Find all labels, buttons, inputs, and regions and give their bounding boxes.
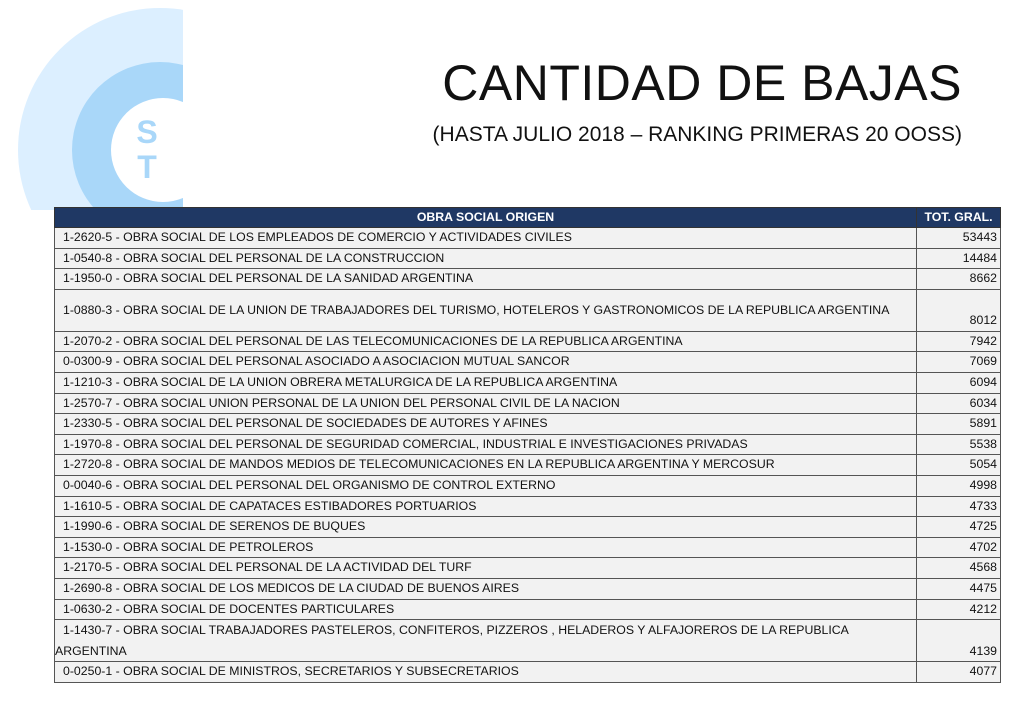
page-subtitle: (HASTA JULIO 2018 – RANKING PRIMERAS 20 OOSS)	[432, 123, 962, 146]
table-row	[55, 620, 1001, 662]
table-row	[55, 414, 1001, 435]
row-name: 1-2170-5 - OBRA SOCIAL DEL PERSONAL DE LA ACTIVIDAD DEL TURF	[55, 558, 917, 579]
row-total: 5054	[917, 455, 1001, 476]
row-total: 4725	[917, 517, 1001, 538]
row-name: 1-0540-8 - OBRA SOCIAL DEL PERSONAL DE LA CONSTRUCCION	[55, 248, 917, 269]
row-name: 1-2690-8 - OBRA SOCIAL DE LOS MEDICOS DE LA CIUDAD DE BUENOS AIRES	[55, 578, 917, 599]
row-total: 53443	[917, 228, 1001, 249]
row-name: 1-1950-0 - OBRA SOCIAL DEL PERSONAL DE LA SANIDAD ARGENTINA	[55, 269, 917, 290]
logo-letter-s: S	[136, 114, 158, 150]
row-name: 0-0300-9 - OBRA SOCIAL DEL PERSONAL ASOCIADO A ASOCIACION MUTUAL SANCOR	[55, 352, 917, 373]
row-name: 1-1990-6 - OBRA SOCIAL DE SERENOS DE BUQUES	[55, 517, 917, 538]
row-total: 14484	[917, 248, 1001, 269]
row-total: 5891	[917, 414, 1001, 435]
column-header-obra-social: OBRA SOCIAL ORIGEN	[55, 208, 917, 228]
ranking-table	[54, 207, 1001, 683]
row-total: 4475	[917, 578, 1001, 599]
table-row	[55, 599, 1001, 620]
row-total: 4139	[917, 620, 1001, 662]
table-row	[55, 578, 1001, 599]
table-row	[55, 662, 1001, 683]
table-row	[55, 289, 1001, 331]
row-total: 4733	[917, 496, 1001, 517]
table-row	[55, 496, 1001, 517]
row-total: 4212	[917, 599, 1001, 620]
row-name: 0-0040-6 - OBRA SOCIAL DEL PERSONAL DEL ORGANISMO DE CONTROL EXTERNO	[55, 475, 917, 496]
table-row	[55, 269, 1001, 290]
row-total: 6034	[917, 393, 1001, 414]
row-name: 1-0630-2 - OBRA SOCIAL DE DOCENTES PARTICULARES	[55, 599, 917, 620]
logo-letter-t: T	[137, 149, 157, 185]
row-total: 4077	[917, 662, 1001, 683]
table-header-row	[55, 208, 1001, 228]
row-name: 0-0250-1 - OBRA SOCIAL DE MINISTROS, SECRETARIOS Y SUBSECRETARIOS	[55, 662, 917, 683]
row-name: 1-1430-7 - OBRA SOCIAL TRABAJADORES PASTELEROS, CONFITEROS, PIZZEROS , HELADEROS Y ALFAJOREROS DE LA REPUBLICA ARGENTINA	[55, 620, 917, 662]
row-name: 1-0880-3 - OBRA SOCIAL DE LA UNION DE TRABAJADORES DEL TURISMO, HOTELEROS Y GASTRONOMICOS DE LA REPUBLICA ARGENTINA	[55, 289, 917, 331]
row-name: 1-2330-5 - OBRA SOCIAL DEL PERSONAL DE SOCIEDADES DE AUTORES Y AFINES	[55, 414, 917, 435]
row-total: 4568	[917, 558, 1001, 579]
row-total: 8662	[917, 269, 1001, 290]
table-row	[55, 352, 1001, 373]
row-name: 1-1610-5 - OBRA SOCIAL DE CAPATACES ESTIBADORES PORTUARIOS	[55, 496, 917, 517]
row-name: 1-2570-7 - OBRA SOCIAL UNION PERSONAL DE LA UNION DEL PERSONAL CIVIL DE LA NACION	[55, 393, 917, 414]
table-row	[55, 558, 1001, 579]
table-row	[55, 372, 1001, 393]
row-name: 1-1530-0 - OBRA SOCIAL DE PETROLEROS	[55, 537, 917, 558]
row-total: 4702	[917, 537, 1001, 558]
row-name: 1-1970-8 - OBRA SOCIAL DEL PERSONAL DE SEGURIDAD COMERCIAL, INDUSTRIAL E INVESTIGACIONES PRIVADAS	[55, 434, 917, 455]
page-title: CANTIDAD DE BAJAS	[442, 55, 962, 111]
table-row	[55, 434, 1001, 455]
row-total: 4998	[917, 475, 1001, 496]
row-name: 1-2070-2 - OBRA SOCIAL DEL PERSONAL DE LAS TELECOMUNICACIONES DE LA REPUBLICA ARGENTINA	[55, 331, 917, 352]
row-name: 1-2720-8 - OBRA SOCIAL DE MANDOS MEDIOS DE TELECOMUNICACIONES EN LA REPUBLICA ARGENTINA Y MERCOSUR	[55, 455, 917, 476]
row-total: 7069	[917, 352, 1001, 373]
column-header-total: TOT. GRAL.	[917, 208, 1001, 228]
table-row	[55, 331, 1001, 352]
row-total: 8012	[917, 289, 1001, 331]
row-total: 6094	[917, 372, 1001, 393]
table-row	[55, 393, 1001, 414]
row-name: 1-1210-3 - OBRA SOCIAL DE LA UNION OBRERA METALURGICA DE LA REPUBLICA ARGENTINA	[55, 372, 917, 393]
st-logo-icon	[0, 0, 200, 210]
table-row	[55, 517, 1001, 538]
table-row	[55, 228, 1001, 249]
table-row	[55, 537, 1001, 558]
table-row	[55, 475, 1001, 496]
row-total: 7942	[917, 331, 1001, 352]
table-row	[55, 248, 1001, 269]
table-row	[55, 455, 1001, 476]
row-name: 1-2620-5 - OBRA SOCIAL DE LOS EMPLEADOS DE COMERCIO Y ACTIVIDADES CIVILES	[55, 228, 917, 249]
row-total: 5538	[917, 434, 1001, 455]
